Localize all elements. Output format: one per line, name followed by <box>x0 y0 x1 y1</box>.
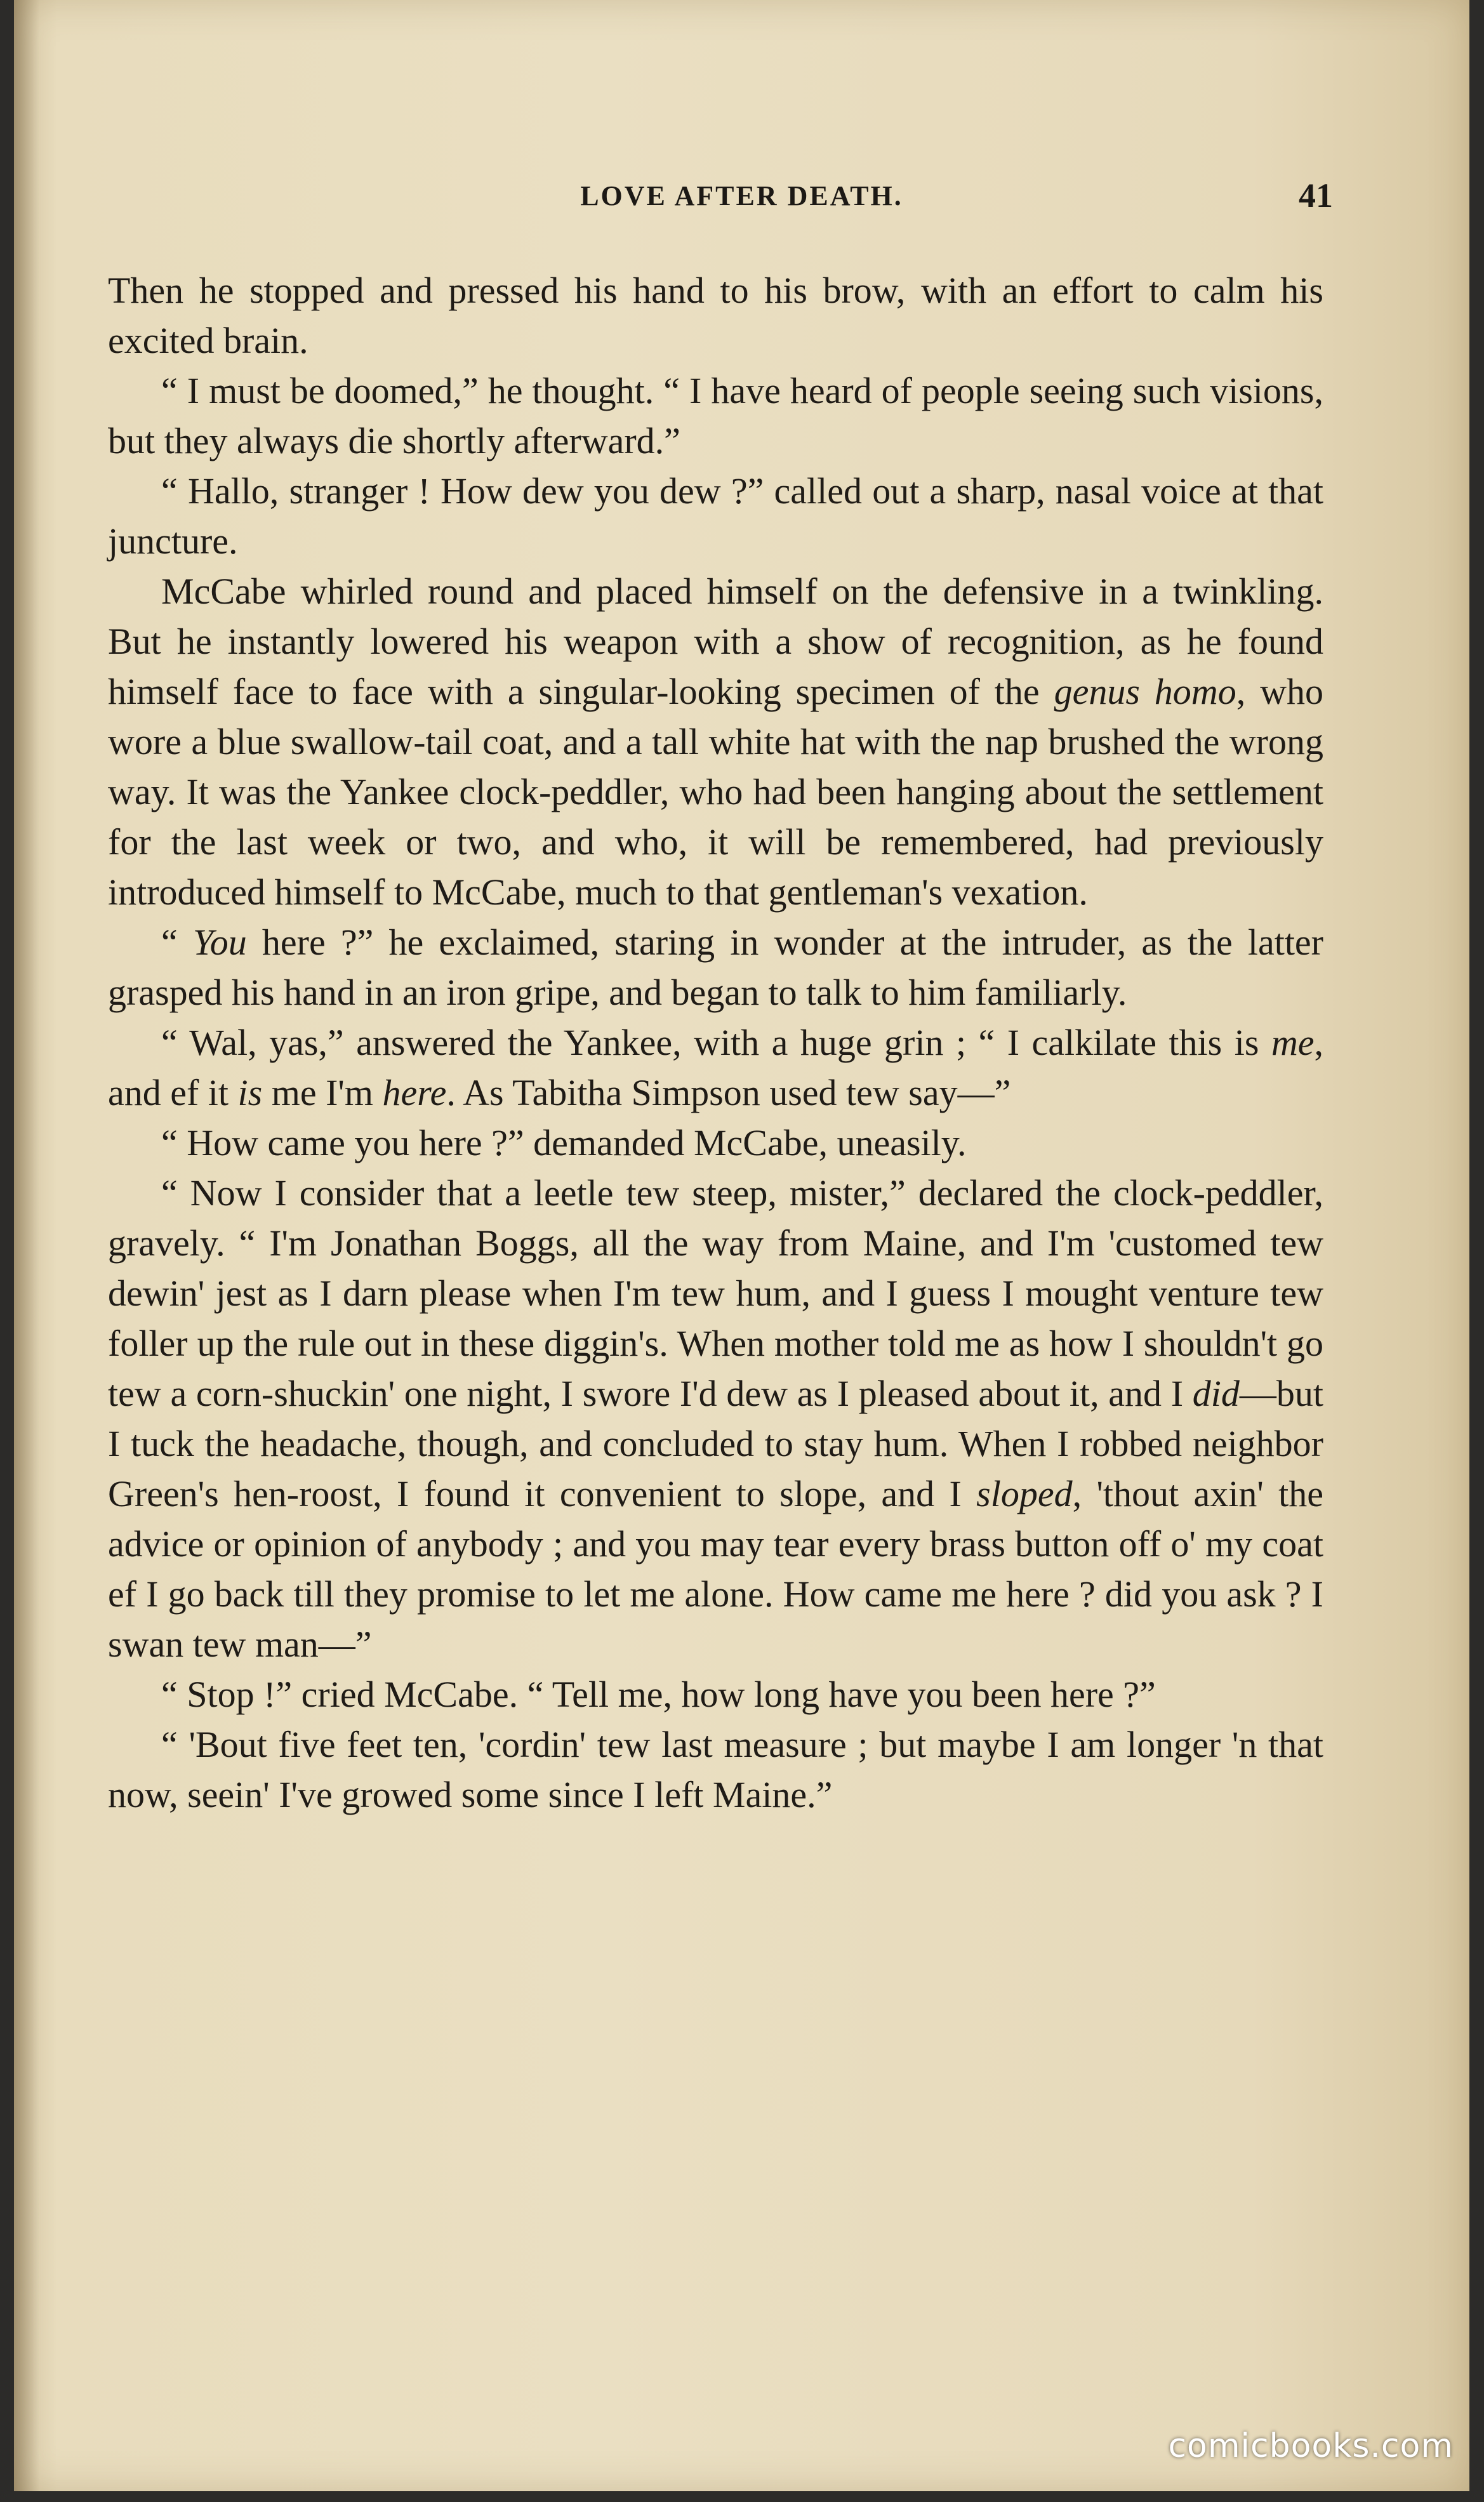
paragraph <box>108 566 1323 917</box>
page-gutter-shadow <box>14 0 39 2491</box>
text-run: —but I tuck the headache, though, and concluded to stay hum. When I robbed neighbor Green's hen-roost, I found it convenient to slope, and I <box>108 1373 1323 1514</box>
text-run: “ <box>161 922 193 963</box>
body-text <box>108 265 1323 1820</box>
text-run: here ?” he exclaimed, staring in wonder at the intruder, as the latter grasped his hand in an iron gripe, and began to talk to him familiarly. <box>108 922 1323 1013</box>
text-run: “ Stop !” cried McCabe. “ Tell me, how long have you been here ?” <box>161 1674 1156 1715</box>
italic-text: me <box>1271 1022 1315 1063</box>
book-page <box>14 0 1469 2491</box>
watermark: comicbooks.com <box>1168 2427 1454 2465</box>
italic-text: genus homo <box>1054 671 1236 712</box>
italic-text: did <box>1192 1373 1240 1414</box>
italic-text: You <box>192 922 247 963</box>
paragraph <box>108 366 1323 466</box>
text-run: McCabe whirled round and placed himself on the defensive in a twinkling. But he instantly lowered his weapon with a show of recognition, as he found himself face to face with a singular-looking specimen of the <box>108 571 1323 712</box>
text-run: “ Now I consider that a leetle tew steep, mister,” declared the clock-peddler, gravely. “ I'm Jonathan Boggs, all the way from Maine, and I'm 'customed tew dewin' jest as I darn please when I'm tew hum, and I guess I mought venture tew foller up the rule out in these diggin's. When mother told me as how I shouldn't go tew a corn-shuckin' one night, I swore I'd dew as I pleased about it, and I <box>108 1172 1323 1414</box>
paragraph <box>108 1719 1323 1820</box>
text-run: “ I must be doomed,” he thought. “ I have heard of people seeing such visions, but they always die shortly afterward.” <box>108 370 1323 461</box>
running-head: LOVE AFTER DEATH. <box>580 180 903 211</box>
text-run: , who wore a blue swallow-tail coat, and a tall white hat with the nap brushed the wrong way. It was the Yankee clock-peddler, who had been hanging about the settlement for the last week or two, and who, it will be remembered, had previously introduced himself to McCabe, much to that gentleman's vexation. <box>108 671 1323 913</box>
text-run: “ 'Bout five feet ten, 'cordin' tew last measure ; but maybe I am longer 'n that now, seein' I've growed some since I left Maine.” <box>108 1724 1323 1815</box>
paragraph <box>108 1118 1323 1168</box>
italic-text: here <box>382 1072 447 1113</box>
paragraph <box>108 265 1323 366</box>
italic-text: is <box>237 1072 263 1113</box>
page-header <box>14 176 1469 224</box>
paragraph <box>108 1669 1323 1719</box>
italic-text: sloped <box>976 1473 1073 1514</box>
text-run: . As Tabitha Simpson used tew say—” <box>446 1072 1011 1113</box>
text-run: , 'thout axin' the advice or opinion of anybody ; and you may tear every brass button off o' my coat ef I go back till they promise to let me alone. How came me here ? did you ask ? I swan tew man—” <box>108 1473 1323 1665</box>
text-run: “ Hallo, stranger ! How dew you dew ?” called out a sharp, nasal voice at that juncture. <box>108 470 1323 562</box>
paragraph <box>108 1017 1323 1118</box>
text-run: , and ef it <box>108 1022 1323 1113</box>
text-run: “ How came you here ?” demanded McCabe, uneasily. <box>161 1122 967 1163</box>
page-number: 41 <box>1299 176 1333 215</box>
paragraph <box>108 917 1323 1017</box>
text-run: me I'm <box>262 1072 383 1113</box>
paragraph <box>108 466 1323 566</box>
text-run: Then he stopped and pressed his hand to his brow, with an effort to calm his excited brain. <box>108 270 1323 361</box>
paragraph <box>108 1168 1323 1669</box>
text-run: “ Wal, yas,” answered the Yankee, with a huge grin ; “ I calkilate this is <box>161 1022 1271 1063</box>
